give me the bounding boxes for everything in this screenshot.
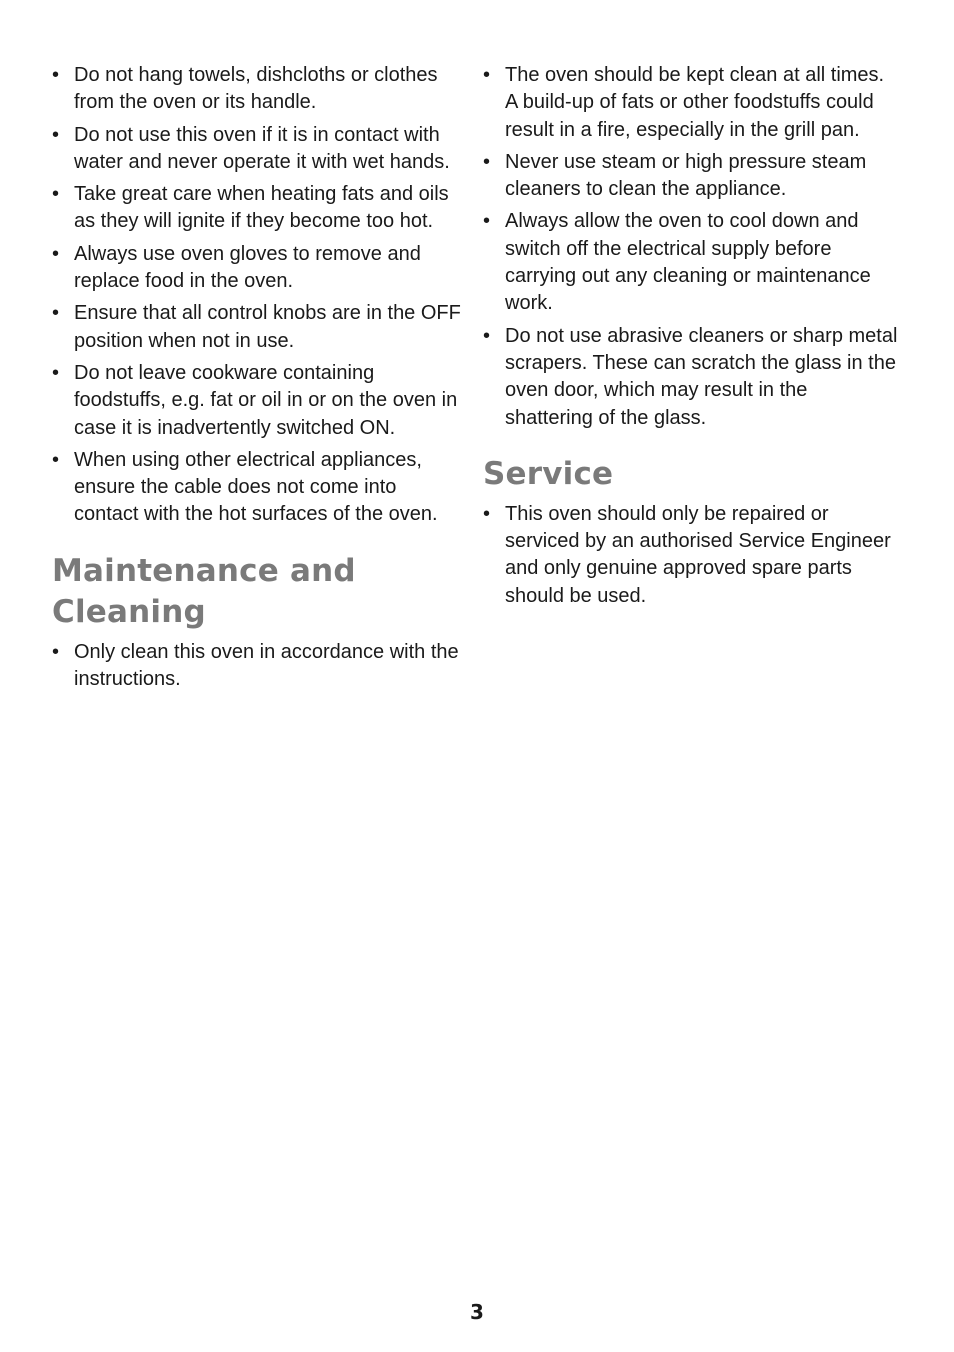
list-item [483, 208, 898, 317]
list-item [52, 62, 462, 117]
list-item-text: When using other electrical appliances, ensure the cable does not come into contact with the hot surfaces of the oven. [74, 448, 438, 526]
service-heading: Service [483, 455, 614, 492]
list-item [52, 360, 462, 442]
bullet-icon: • [483, 210, 491, 233]
list-item-text: Do not hang towels, dishcloths or clothes from the oven or its handle. [74, 64, 438, 114]
list-item [52, 122, 462, 177]
list-item-text: Do not use this oven if it is in contact with water and never operate it with wet hands. [74, 123, 450, 173]
bullet-icon: • [52, 123, 60, 146]
right-column [483, 62, 898, 615]
list-item-text: This oven should only be repaired or serviced by an authorised Service Engineer and only genuine approved spare parts should be used. [505, 502, 891, 607]
bullet-icon: • [52, 640, 60, 663]
bullet-icon: • [52, 448, 60, 471]
maintenance-heading-line2: Cleaning [52, 593, 206, 630]
list-item-text: Ensure that all control knobs are in the OFF position when not in use. [74, 302, 461, 352]
bullet-icon: • [52, 361, 60, 384]
service-list [483, 501, 898, 610]
cleaning-list [483, 62, 898, 432]
bullet-icon: • [483, 502, 491, 525]
list-item [52, 241, 462, 296]
list-item-text: Never use steam or high pressure steam cleaners to clean the appliance. [505, 150, 867, 201]
bullet-icon: • [52, 242, 60, 265]
maintenance-heading-line1: Maintenance and [52, 552, 356, 589]
maintenance-list [52, 639, 462, 694]
list-item-text: Take great care when heating fats and oils as they will ignite if they become too hot. [74, 183, 449, 233]
list-item [483, 501, 898, 610]
list-item-text: Do not leave cookware containing foodstuffs, e.g. fat or oil in or on the oven in case it is inadvertently switched ON. [74, 361, 458, 439]
bullet-icon: • [52, 64, 60, 86]
list-item [483, 323, 898, 432]
list-item [483, 149, 898, 204]
maintenance-heading [52, 551, 462, 633]
bullet-icon: • [483, 64, 491, 86]
list-item [52, 639, 462, 694]
bullet-icon: • [483, 324, 491, 347]
list-item-text: Always allow the oven to cool down and switch off the electrical supply before carrying out any cleaning or maintenance work. [505, 210, 871, 315]
list-item [52, 300, 462, 355]
list-item-text: Always use oven gloves to remove and replace food in the oven. [74, 242, 421, 293]
list-item [483, 62, 898, 144]
list-item-text: Do not use abrasive cleaners or sharp metal scrapers. These can scratch the glass in the oven door, which may result in the shattering of the glass. [505, 324, 898, 429]
bullet-icon: • [483, 150, 491, 173]
list-item [52, 447, 462, 529]
list-item [52, 181, 462, 236]
left-column [52, 62, 462, 698]
list-item-text: The oven should be kept clean at all times. A build-up of fats or other foodstuffs could result in a fire, especially in the grill pan. [505, 64, 885, 141]
safety-list [52, 62, 462, 529]
list-item-text: Only clean this oven in accordance with the instructions. [74, 640, 459, 691]
bullet-icon: • [52, 302, 60, 325]
page-number: 3 [470, 1300, 484, 1324]
bullet-icon: • [52, 183, 60, 206]
